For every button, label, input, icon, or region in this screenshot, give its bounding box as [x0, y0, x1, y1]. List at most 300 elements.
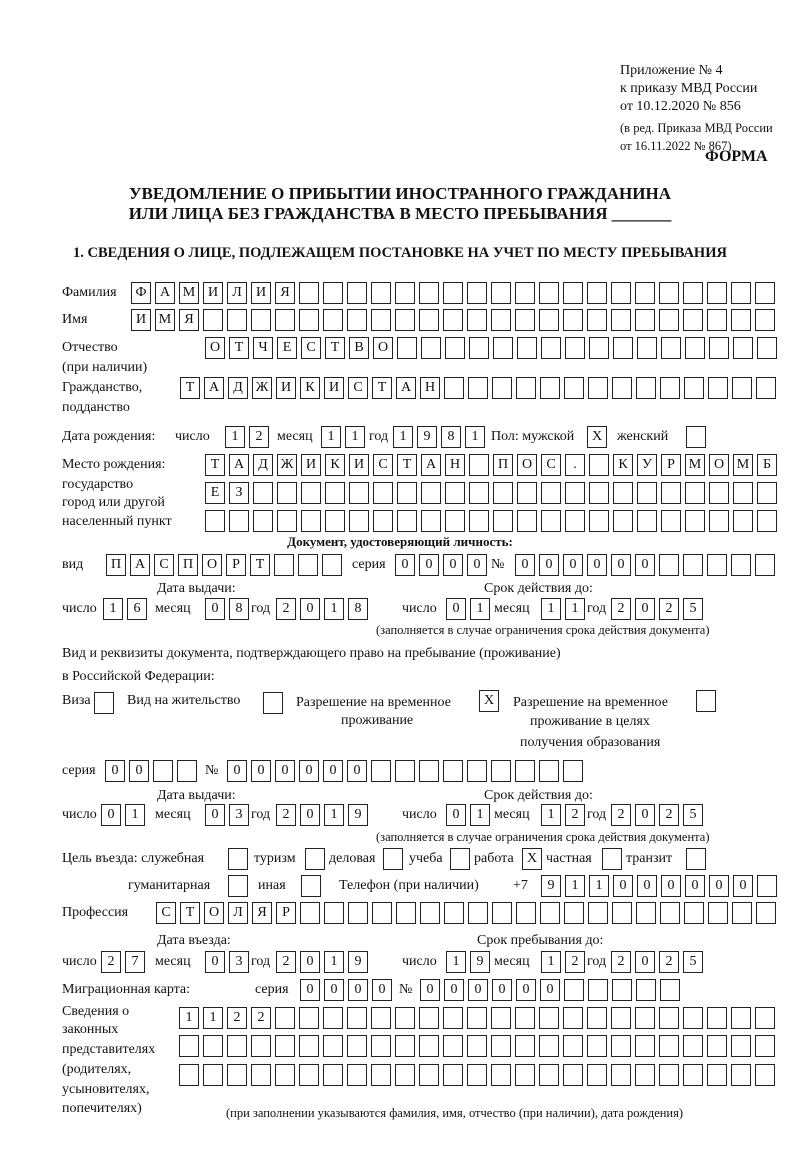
char-box[interactable]	[539, 1007, 559, 1029]
char-box[interactable]	[563, 1064, 583, 1086]
char-box[interactable]	[636, 902, 656, 924]
char-box[interactable]: 1	[125, 804, 145, 826]
char-box[interactable]: 0	[205, 951, 225, 973]
char-box[interactable]	[299, 1035, 319, 1057]
char-box[interactable]	[347, 309, 367, 331]
char-box[interactable]: 0	[105, 760, 125, 782]
char-box[interactable]	[564, 377, 584, 399]
doc-issue-day-field[interactable]	[103, 598, 147, 620]
char-box[interactable]: 8	[229, 598, 249, 620]
char-box[interactable]	[349, 482, 369, 504]
char-box[interactable]: 0	[709, 875, 729, 897]
char-box[interactable]	[229, 510, 249, 532]
char-box[interactable]: 0	[611, 554, 631, 576]
char-box[interactable]	[301, 510, 321, 532]
char-box[interactable]: С	[301, 337, 321, 359]
mc-number-field[interactable]	[420, 979, 680, 1001]
char-box[interactable]	[635, 309, 655, 331]
char-box[interactable]: 2	[659, 951, 679, 973]
char-box[interactable]: 2	[611, 804, 631, 826]
char-box[interactable]	[253, 482, 273, 504]
char-box[interactable]	[227, 1035, 247, 1057]
purpose-other-checkbox[interactable]	[301, 875, 321, 897]
purpose-transit-checkbox[interactable]	[686, 848, 706, 870]
char-box[interactable]: Я	[179, 309, 199, 331]
entry-year-field[interactable]	[276, 951, 368, 973]
sex-male-checkbox[interactable]	[587, 426, 607, 448]
char-box[interactable]: 1	[470, 598, 490, 620]
stay-month-field[interactable]	[541, 951, 585, 973]
birthplace-field-2[interactable]	[205, 482, 777, 504]
char-box[interactable]	[395, 760, 415, 782]
char-box[interactable]	[228, 848, 248, 870]
char-box[interactable]: 1	[103, 598, 123, 620]
char-box[interactable]: 2	[276, 951, 296, 973]
char-box[interactable]: Т	[372, 377, 392, 399]
char-box[interactable]	[383, 848, 403, 870]
char-box[interactable]	[468, 377, 488, 399]
char-box[interactable]	[395, 1035, 415, 1057]
char-box[interactable]: М	[179, 282, 199, 304]
reps-field-1[interactable]	[179, 1007, 775, 1029]
char-box[interactable]	[445, 510, 465, 532]
char-box[interactable]: 9	[348, 804, 368, 826]
char-box[interactable]	[588, 377, 608, 399]
char-box[interactable]	[659, 1007, 679, 1029]
char-box[interactable]	[348, 902, 368, 924]
char-box[interactable]	[468, 902, 488, 924]
stay-year-field[interactable]	[611, 951, 703, 973]
char-box[interactable]	[612, 377, 632, 399]
char-box[interactable]	[635, 1007, 655, 1029]
char-box[interactable]	[325, 482, 345, 504]
char-box[interactable]: 0	[300, 979, 320, 1001]
char-box[interactable]	[611, 1035, 631, 1057]
residence-checkbox[interactable]	[263, 692, 283, 714]
char-box[interactable]	[707, 282, 727, 304]
char-box[interactable]: 0	[733, 875, 753, 897]
char-box[interactable]	[709, 482, 729, 504]
char-box[interactable]	[491, 1035, 511, 1057]
char-box[interactable]: 0	[685, 875, 705, 897]
char-box[interactable]: 1	[179, 1007, 199, 1029]
char-box[interactable]: 1	[465, 426, 485, 448]
char-box[interactable]	[324, 902, 344, 924]
char-box[interactable]	[637, 482, 657, 504]
char-box[interactable]	[637, 510, 657, 532]
char-box[interactable]	[540, 902, 560, 924]
char-box[interactable]	[419, 1064, 439, 1086]
char-box[interactable]: 8	[441, 426, 461, 448]
char-box[interactable]: 2	[227, 1007, 247, 1029]
char-box[interactable]	[683, 282, 703, 304]
char-box[interactable]	[349, 510, 369, 532]
char-box[interactable]: 0	[635, 554, 655, 576]
purpose-work-checkbox[interactable]	[522, 848, 542, 870]
char-box[interactable]	[686, 426, 706, 448]
char-box[interactable]: 0	[661, 875, 681, 897]
char-box[interactable]	[660, 902, 680, 924]
char-box[interactable]	[251, 1064, 271, 1086]
char-box[interactable]: Ф	[131, 282, 151, 304]
char-box[interactable]	[587, 1007, 607, 1029]
char-box[interactable]	[708, 377, 728, 399]
char-box[interactable]	[731, 1064, 751, 1086]
char-box[interactable]	[492, 902, 512, 924]
char-box[interactable]	[611, 309, 631, 331]
char-box[interactable]	[179, 1035, 199, 1057]
char-box[interactable]: А	[155, 282, 175, 304]
char-box[interactable]: Н	[420, 377, 440, 399]
char-box[interactable]	[469, 482, 489, 504]
char-box[interactable]: Ч	[253, 337, 273, 359]
char-box[interactable]: 1	[541, 951, 561, 973]
char-box[interactable]	[635, 1064, 655, 1086]
char-box[interactable]	[755, 1064, 775, 1086]
char-box[interactable]	[251, 1035, 271, 1057]
char-box[interactable]	[755, 554, 775, 576]
char-box[interactable]	[563, 282, 583, 304]
char-box[interactable]: 2	[251, 1007, 271, 1029]
char-box[interactable]	[323, 309, 343, 331]
char-box[interactable]	[347, 1064, 367, 1086]
char-box[interactable]: 2	[276, 804, 296, 826]
char-box[interactable]	[564, 902, 584, 924]
char-box[interactable]	[540, 377, 560, 399]
char-box[interactable]	[707, 309, 727, 331]
char-box[interactable]	[611, 1007, 631, 1029]
char-box[interactable]	[467, 1007, 487, 1029]
char-box[interactable]	[755, 1035, 775, 1057]
char-box[interactable]	[444, 902, 464, 924]
right-issue-year-field[interactable]	[276, 804, 368, 826]
char-box[interactable]	[709, 510, 729, 532]
char-box[interactable]	[539, 309, 559, 331]
char-box[interactable]	[565, 510, 585, 532]
char-box[interactable]	[203, 1035, 223, 1057]
mc-series-field[interactable]	[300, 979, 392, 1001]
char-box[interactable]	[709, 337, 729, 359]
char-box[interactable]	[347, 282, 367, 304]
entry-month-field[interactable]	[205, 951, 249, 973]
char-box[interactable]	[659, 1064, 679, 1086]
char-box[interactable]: И	[301, 454, 321, 476]
char-box[interactable]	[445, 337, 465, 359]
char-box[interactable]	[371, 1035, 391, 1057]
char-box[interactable]: О	[709, 454, 729, 476]
doc-valid-year-field[interactable]	[611, 598, 703, 620]
doc-valid-day-field[interactable]	[446, 598, 490, 620]
char-box[interactable]: И	[349, 454, 369, 476]
char-box[interactable]	[516, 902, 536, 924]
char-box[interactable]: 3	[229, 951, 249, 973]
purpose-study-checkbox[interactable]	[450, 848, 470, 870]
char-box[interactable]	[517, 510, 537, 532]
char-box[interactable]	[274, 554, 294, 576]
char-box[interactable]	[179, 1064, 199, 1086]
char-box[interactable]	[659, 309, 679, 331]
char-box[interactable]	[731, 309, 751, 331]
reps-field-2[interactable]	[179, 1035, 775, 1057]
char-box[interactable]	[396, 902, 416, 924]
char-box[interactable]	[395, 282, 415, 304]
char-box[interactable]: 1	[589, 875, 609, 897]
char-box[interactable]	[395, 309, 415, 331]
char-box[interactable]: 0	[348, 979, 368, 1001]
citizenship-field[interactable]	[180, 377, 776, 399]
char-box[interactable]: 0	[540, 979, 560, 1001]
right-valid-day-field[interactable]	[446, 804, 490, 826]
char-box[interactable]: 1	[321, 426, 341, 448]
birthplace-field-3[interactable]	[205, 510, 777, 532]
char-box[interactable]: 0	[372, 979, 392, 1001]
char-box[interactable]	[205, 510, 225, 532]
char-box[interactable]	[263, 692, 283, 714]
name-field[interactable]	[131, 309, 775, 331]
char-box[interactable]	[539, 760, 559, 782]
char-box[interactable]	[420, 902, 440, 924]
char-box[interactable]	[443, 1064, 463, 1086]
char-box[interactable]	[421, 337, 441, 359]
char-box[interactable]	[757, 875, 777, 897]
char-box[interactable]	[275, 1007, 295, 1029]
char-box[interactable]	[443, 309, 463, 331]
char-box[interactable]	[757, 510, 777, 532]
char-box[interactable]: Я	[252, 902, 272, 924]
right-issue-day-field[interactable]	[101, 804, 145, 826]
right-issue-month-field[interactable]	[205, 804, 249, 826]
char-box[interactable]: Т	[205, 454, 225, 476]
char-box[interactable]	[469, 337, 489, 359]
char-box[interactable]	[757, 337, 777, 359]
char-box[interactable]	[611, 282, 631, 304]
char-box[interactable]	[419, 1035, 439, 1057]
char-box[interactable]: 0	[468, 979, 488, 1001]
purpose-tourism-checkbox[interactable]	[305, 848, 325, 870]
char-box[interactable]: 0	[299, 760, 319, 782]
char-box[interactable]	[491, 760, 511, 782]
char-box[interactable]: У	[637, 454, 657, 476]
char-box[interactable]	[467, 309, 487, 331]
profession-field[interactable]	[156, 902, 776, 924]
char-box[interactable]	[661, 482, 681, 504]
char-box[interactable]: Д	[253, 454, 273, 476]
char-box[interactable]	[755, 1007, 775, 1029]
char-box[interactable]	[661, 510, 681, 532]
char-box[interactable]: Л	[227, 282, 247, 304]
char-box[interactable]: Т	[397, 454, 417, 476]
char-box[interactable]	[228, 875, 248, 897]
char-box[interactable]: 0	[101, 804, 121, 826]
char-box[interactable]	[541, 510, 561, 532]
char-box[interactable]	[444, 377, 464, 399]
doc-issue-year-field[interactable]	[276, 598, 368, 620]
char-box[interactable]: X	[479, 690, 499, 712]
char-box[interactable]: М	[685, 454, 705, 476]
char-box[interactable]	[635, 282, 655, 304]
char-box[interactable]	[589, 337, 609, 359]
char-box[interactable]	[684, 902, 704, 924]
char-box[interactable]	[563, 1035, 583, 1057]
char-box[interactable]	[708, 902, 728, 924]
patronymic-field[interactable]	[205, 337, 777, 359]
char-box[interactable]	[493, 510, 513, 532]
char-box[interactable]	[277, 510, 297, 532]
char-box[interactable]	[177, 760, 197, 782]
char-box[interactable]	[636, 979, 656, 1001]
char-box[interactable]	[371, 309, 391, 331]
char-box[interactable]: В	[349, 337, 369, 359]
char-box[interactable]	[589, 510, 609, 532]
char-box[interactable]	[421, 482, 441, 504]
char-box[interactable]: 0	[443, 554, 463, 576]
char-box[interactable]: 1	[541, 804, 561, 826]
char-box[interactable]: 0	[419, 554, 439, 576]
birth-month-field[interactable]	[321, 426, 365, 448]
char-box[interactable]: С	[156, 902, 176, 924]
char-box[interactable]	[419, 1007, 439, 1029]
right-number-field[interactable]	[227, 760, 583, 782]
char-box[interactable]	[707, 1064, 727, 1086]
char-box[interactable]	[395, 1064, 415, 1086]
char-box[interactable]	[323, 282, 343, 304]
char-box[interactable]	[587, 282, 607, 304]
birth-day-field[interactable]	[225, 426, 269, 448]
char-box[interactable]: 0	[395, 554, 415, 576]
visa-checkbox[interactable]	[94, 692, 114, 714]
doc-issue-month-field[interactable]	[205, 598, 249, 620]
char-box[interactable]: 9	[541, 875, 561, 897]
char-box[interactable]: 0	[446, 804, 466, 826]
char-box[interactable]: П	[493, 454, 513, 476]
char-box[interactable]: П	[178, 554, 198, 576]
birthplace-field-1[interactable]	[205, 454, 777, 476]
char-box[interactable]: 6	[127, 598, 147, 620]
char-box[interactable]	[275, 1064, 295, 1086]
char-box[interactable]	[373, 482, 393, 504]
char-box[interactable]	[491, 282, 511, 304]
char-box[interactable]	[685, 510, 705, 532]
char-box[interactable]: 3	[229, 804, 249, 826]
char-box[interactable]	[515, 1064, 535, 1086]
char-box[interactable]	[539, 1035, 559, 1057]
char-box[interactable]: Б	[757, 454, 777, 476]
char-box[interactable]: 2	[611, 951, 631, 973]
char-box[interactable]	[587, 1064, 607, 1086]
char-box[interactable]: Р	[661, 454, 681, 476]
char-box[interactable]: С	[154, 554, 174, 576]
char-box[interactable]	[541, 482, 561, 504]
char-box[interactable]	[469, 454, 489, 476]
purpose-humanitarian-checkbox[interactable]	[228, 875, 248, 897]
char-box[interactable]	[539, 282, 559, 304]
char-box[interactable]	[756, 902, 776, 924]
char-box[interactable]	[397, 510, 417, 532]
char-box[interactable]: 7	[125, 951, 145, 973]
char-box[interactable]	[733, 510, 753, 532]
char-box[interactable]: А	[204, 377, 224, 399]
char-box[interactable]	[467, 1064, 487, 1086]
char-box[interactable]	[612, 979, 632, 1001]
char-box[interactable]	[515, 1035, 535, 1057]
char-box[interactable]: И	[324, 377, 344, 399]
char-box[interactable]: 0	[251, 760, 271, 782]
char-box[interactable]	[445, 482, 465, 504]
char-box[interactable]	[325, 510, 345, 532]
char-box[interactable]	[397, 482, 417, 504]
char-box[interactable]	[371, 1007, 391, 1029]
char-box[interactable]	[683, 554, 703, 576]
char-box[interactable]	[686, 848, 706, 870]
char-box[interactable]	[469, 510, 489, 532]
char-box[interactable]: 0	[635, 804, 655, 826]
char-box[interactable]	[660, 377, 680, 399]
char-box[interactable]: К	[325, 454, 345, 476]
doc-number-field[interactable]	[515, 554, 775, 576]
char-box[interactable]	[153, 760, 173, 782]
char-box[interactable]: 5	[683, 598, 703, 620]
char-box[interactable]	[612, 902, 632, 924]
char-box[interactable]: Е	[277, 337, 297, 359]
char-box[interactable]	[635, 1035, 655, 1057]
char-box[interactable]	[372, 902, 392, 924]
char-box[interactable]	[203, 1064, 223, 1086]
char-box[interactable]: 0	[300, 804, 320, 826]
char-box[interactable]: 0	[420, 979, 440, 1001]
char-box[interactable]	[467, 282, 487, 304]
char-box[interactable]	[371, 1064, 391, 1086]
char-box[interactable]: 0	[467, 554, 487, 576]
char-box[interactable]: 2	[659, 804, 679, 826]
char-box[interactable]	[731, 1007, 751, 1029]
char-box[interactable]: 0	[444, 979, 464, 1001]
char-box[interactable]: 0	[205, 598, 225, 620]
char-box[interactable]	[685, 337, 705, 359]
char-box[interactable]	[371, 760, 391, 782]
char-box[interactable]	[565, 482, 585, 504]
char-box[interactable]	[589, 482, 609, 504]
char-box[interactable]: О	[517, 454, 537, 476]
char-box[interactable]	[450, 848, 470, 870]
right-valid-year-field[interactable]	[611, 804, 703, 826]
char-box[interactable]: 2	[276, 598, 296, 620]
char-box[interactable]	[275, 1035, 295, 1057]
char-box[interactable]	[305, 848, 325, 870]
char-box[interactable]	[613, 337, 633, 359]
char-box[interactable]	[467, 1035, 487, 1057]
char-box[interactable]	[602, 848, 622, 870]
char-box[interactable]: 1	[565, 875, 585, 897]
char-box[interactable]: Р	[276, 902, 296, 924]
char-box[interactable]	[493, 337, 513, 359]
char-box[interactable]: 1	[324, 951, 344, 973]
char-box[interactable]	[733, 482, 753, 504]
char-box[interactable]	[515, 1007, 535, 1029]
char-box[interactable]	[731, 1035, 751, 1057]
char-box[interactable]	[371, 282, 391, 304]
char-box[interactable]	[491, 309, 511, 331]
char-box[interactable]: 9	[417, 426, 437, 448]
char-box[interactable]	[755, 282, 775, 304]
char-box[interactable]	[636, 377, 656, 399]
char-box[interactable]: 0	[613, 875, 633, 897]
char-box[interactable]: О	[373, 337, 393, 359]
char-box[interactable]: К	[613, 454, 633, 476]
char-box[interactable]	[491, 1007, 511, 1029]
char-box[interactable]: 8	[348, 598, 368, 620]
char-box[interactable]: 0	[492, 979, 512, 1001]
char-box[interactable]: 0	[539, 554, 559, 576]
